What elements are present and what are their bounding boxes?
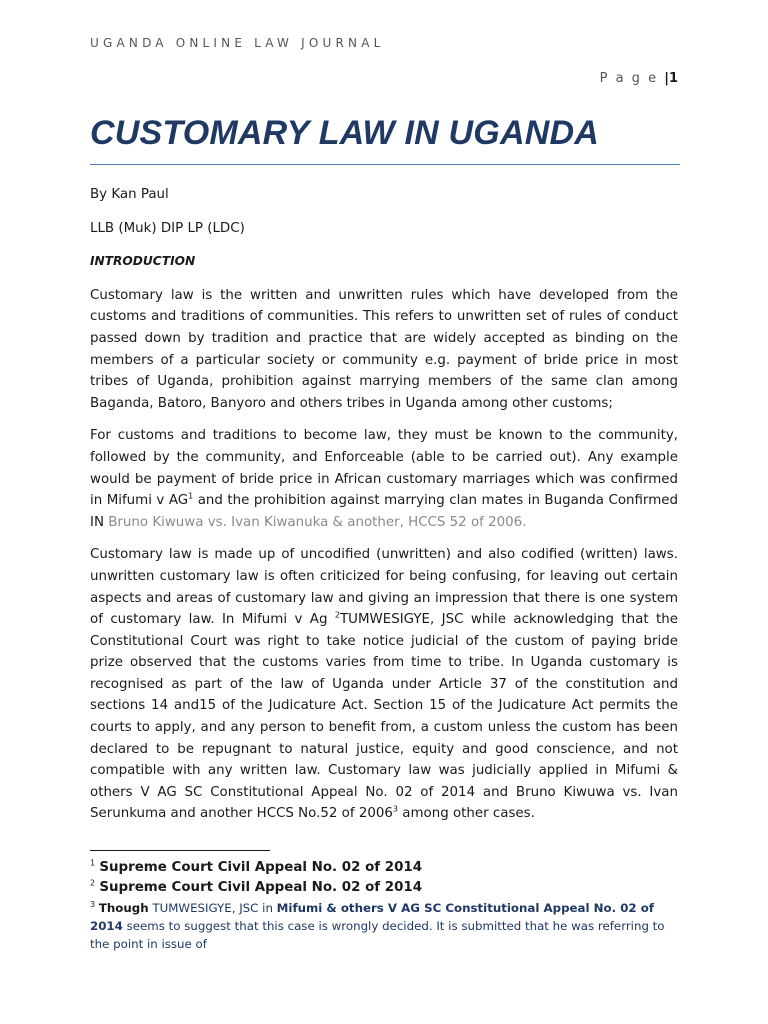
paragraph-2 bbox=[90, 425, 678, 533]
footnote-ref-3[interactable]: 3 bbox=[392, 804, 399, 814]
author-line: By Kan Paul bbox=[90, 187, 169, 202]
footnote-1-text: Supreme Court Civil Appeal No. 02 of 2014 bbox=[99, 860, 423, 875]
journal-running-head: UGANDA ONLINE LAW JOURNAL bbox=[90, 36, 385, 50]
paragraph-2-text-a: For customs and traditions to become law, they must be known to the community, followed by the community, and Enforceable (able to be carried out). Any example would be payment of bride price in African customary marriages which was confirmed in Mifumi v AG bbox=[90, 428, 678, 509]
footnote-separator bbox=[90, 850, 270, 851]
footnote-3-case: Mifumi & others V AG SC Constitutional Appeal No. 02 of 2014 bbox=[90, 901, 654, 933]
paragraph-3-text-a: Customary law is made up of uncodified (unwritten) and also codified (written) laws. unwritten customary law is often criticized for being confusing, for leaving out certain aspects and areas of customary law and giving an impression that there is one system of customary law. In Mifumi v Ag bbox=[90, 547, 678, 628]
footnote-2 bbox=[90, 878, 680, 898]
document-body bbox=[90, 184, 678, 836]
footnote-2-mark: 2 bbox=[90, 878, 96, 888]
page-number-value: 1 bbox=[668, 71, 678, 86]
author-qualifications: LLB (Muk) DIP LP (LDC) bbox=[90, 220, 245, 236]
footnote-3-rest: seems to suggest that this case is wrongly decided. It is submitted that he was referring to the point in issue of bbox=[90, 919, 665, 951]
section-heading: INTRODUCTION bbox=[90, 254, 196, 269]
page-label: P a g e bbox=[599, 71, 659, 86]
document-title: CUSTOMARY LAW IN UGANDA bbox=[90, 114, 599, 152]
case-citation: Bruno Kiwuwa vs. Ivan Kiwanuka & another, HCCS 52 of 2006. bbox=[108, 514, 527, 530]
footnote-3 bbox=[90, 899, 680, 953]
footnote-3-judge: TUMWESIGYE, JSC in bbox=[152, 901, 277, 915]
footnote-ref-1[interactable]: 1 bbox=[188, 491, 194, 501]
paragraph-2-text-b: and the prohibition against marrying clan mates in Buganda Confirmed IN bbox=[90, 493, 678, 530]
paragraph-3-text-c: among other cases. bbox=[398, 806, 535, 822]
footnote-1 bbox=[90, 858, 680, 878]
footnote-2-text: Supreme Court Civil Appeal No. 02 of 2014 bbox=[99, 880, 423, 895]
footnotes bbox=[90, 858, 680, 953]
footnote-ref-2[interactable]: 2 bbox=[334, 610, 340, 620]
title-underline bbox=[90, 164, 680, 165]
paragraph-3-text-b: TUMWESIGYE, JSC while acknowledging that the Constitutional Court was right to take notice judicial of the custom of paying bride prize observed that the customs varies from time to tribe. In Uganda customary is recognised as part of the law of Uganda under Article 37 of the constitution and sections 14 and15 of the Judicature Act. Section 15 of the Judicature Act permits the courts to apply, and any person to benefit from, a custom unless the custom has been declared to be repugnant to natural justice, equity and good conscience, and not compatible with any written law. Customary law was judicially applied in Mifumi & others V AG SC Constitutional Appeal No. 02 of 2014 and Bruno Kiwuwa vs. Ivan Serunkuma and another HCCS No.52 of 2006 bbox=[90, 612, 678, 822]
page-number bbox=[600, 71, 678, 86]
footnote-3-mark: 3 bbox=[90, 900, 96, 910]
page-separator: | bbox=[664, 71, 669, 86]
footnote-1-mark: 1 bbox=[90, 858, 96, 868]
paragraph-3 bbox=[90, 544, 678, 825]
footnote-3-though: Though bbox=[98, 901, 149, 915]
paragraph-1: Customary law is the written and unwritten rules which have developed from the customs and traditions of communities. This refers to unwritten set of rules of conduct passed down by tradition and practice that are widely accepted as binding on the members of a particular society or community e.g. payment of bride price in most tribes of Uganda, prohibition against marrying members of the same clan among Baganda, Batoro, Banyoro and others tribes in Uganda among other customs; bbox=[90, 287, 678, 411]
